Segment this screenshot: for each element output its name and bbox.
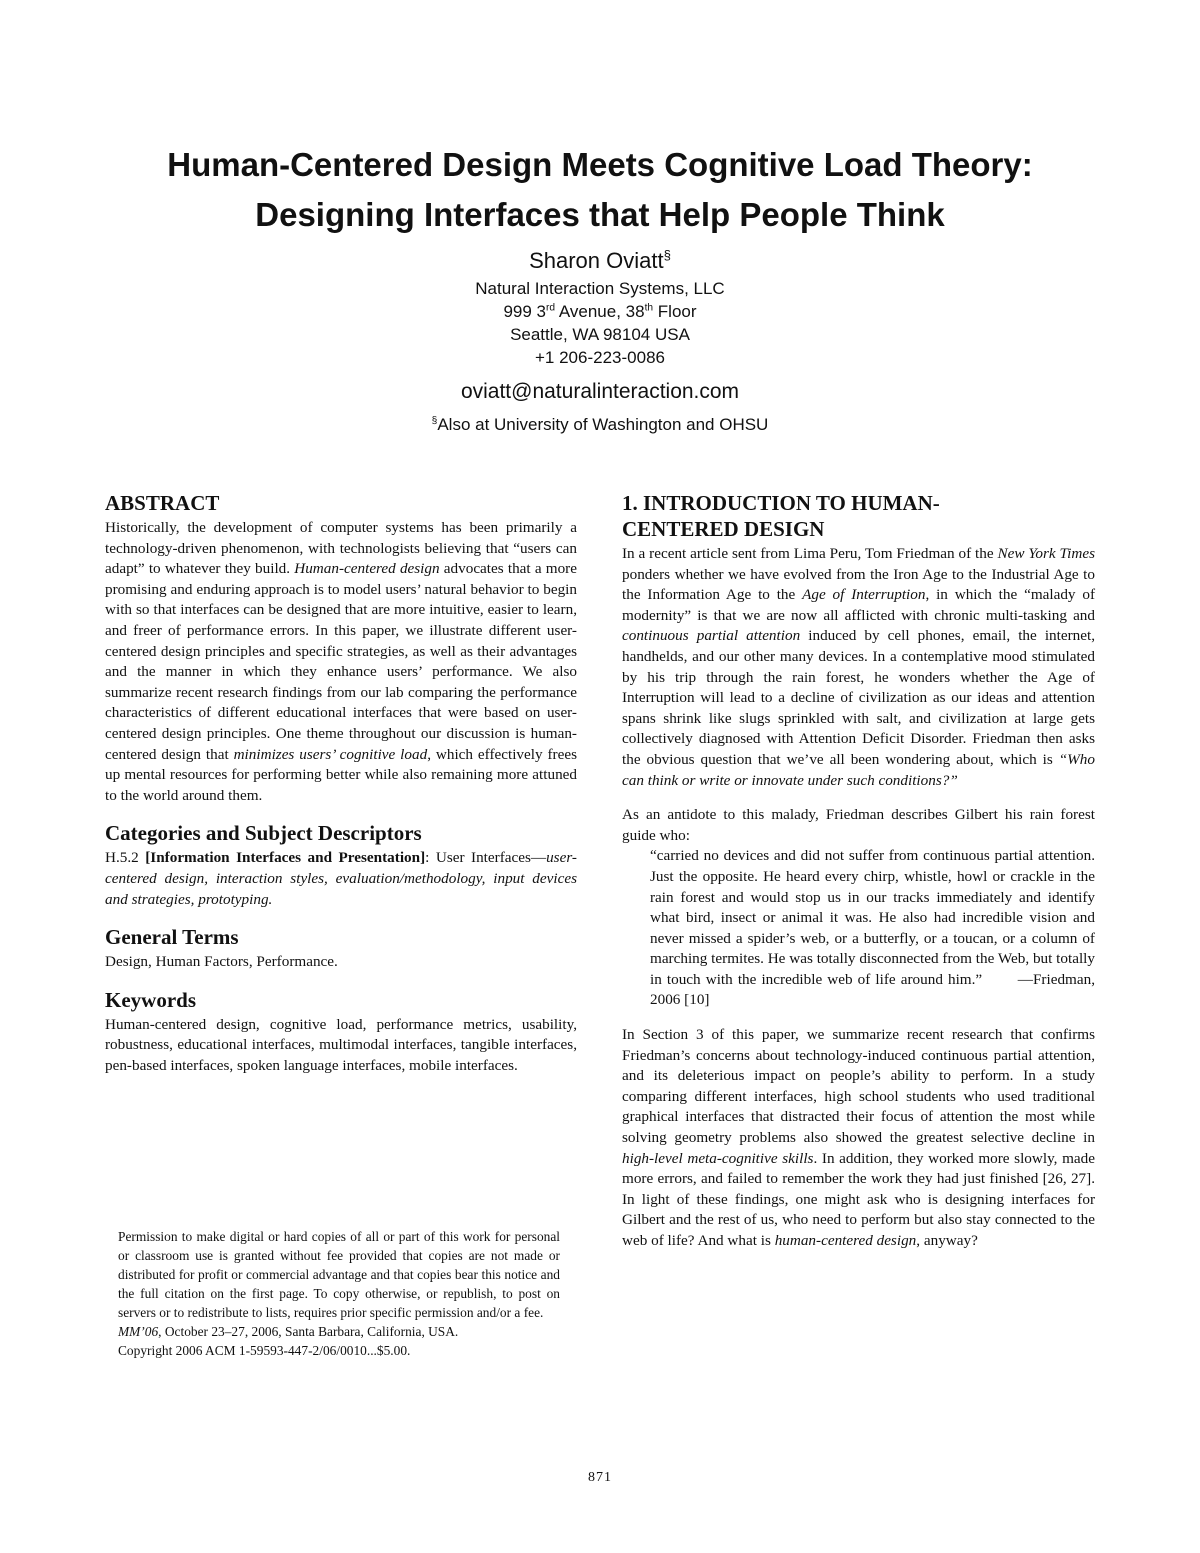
- page-number: 871: [588, 1470, 612, 1485]
- permission-text: Permission to make digital or hard copies of all or part of this work for personal or classroom use is granted without fee provided that copies are not made or distributed for profit or commercial advantage and that copies bear this notice and the full citation on the first page. To copy otherwise, or republish, to post on servers or to redistribute to lists, requires prior specific permission and/or a fee.: [118, 1229, 560, 1320]
- author-email[interactable]: oviatt@naturalinteraction.com: [460, 380, 740, 403]
- author-also-affiliation: §Also at University of Washington and OHSU: [431, 415, 769, 434]
- author-phone: +1 206-223-0086: [535, 348, 665, 367]
- keywords-heading: Keywords: [105, 987, 196, 1012]
- author-city: Seattle, WA 98104 USA: [510, 325, 690, 344]
- author-street-address: 999 3rd Avenue, 38th Floor: [503, 302, 697, 321]
- quote-attribution: —Friedman, 2006 [10]: [650, 970, 1095, 1009]
- categories-text: H.5.2 [Information Interfaces and Presentation]: User Interfaces—user-centered design, interaction styles, evaluation/methodology, input devices and strategies, prototyping.: [105, 849, 577, 908]
- permission-notice: [118, 1227, 560, 1360]
- intro-heading: 1. INTRODUCTION TO HUMAN- CENTERED DESIGN: [622, 491, 940, 541]
- left-column: [105, 490, 577, 1076]
- abstract-text: Historically, the development of computer systems has been primarily a technology-driven phenomenon, with technologists believing that “users can adapt” to whatever they build. Human-centered design advocates that a more promising and enduring approach is to model users’ natural behavior to begin with so that interfaces can be designed that are more intuitive, easier to learn, and freer of performance errors. In this paper, we illustrate different user-centered design principles and specific strategies, as well as their advantages and the manner in which they enhance users’ performance. We also summarize recent research findings from our lab comparing the performance characteristics of different educational interfaces that were based on user-centered design principles. One theme throughout our discussion is human-centered design that minimizes users’ cognitive load, which effectively frees up mental resources for performing better while also remaining more attuned to the world around them.: [105, 519, 577, 804]
- copyright-line: Copyright 2006 ACM 1-59593-447-2/06/0010...$5.00.: [118, 1343, 411, 1358]
- title-line-1: Human-Centered Design Meets Cognitive Load Theory:: [167, 146, 1033, 183]
- paper-title: [60, 140, 1140, 240]
- right-column: [622, 490, 1095, 1252]
- title-line-2: Designing Interfaces that Help People Think: [255, 196, 945, 233]
- abstract-heading: ABSTRACT: [105, 491, 220, 515]
- author-name: Sharon Oviatt§: [529, 247, 671, 273]
- general-terms-heading: General Terms: [105, 925, 239, 950]
- keywords-text: Human-centered design, cognitive load, performance metrics, usability, robustness, educational interfaces, multimodal interfaces, tangible interfaces, pen-based interfaces, spoken language interfaces, mobile interfaces.: [105, 1015, 577, 1074]
- intro-paragraph-1: In a recent article sent from Lima Peru, Tom Friedman of the New York Times ponders whether we have evolved from the Iron Age to the Industrial Age to the Information Age to the Age of Interruption, in which the “malady of modernity” is that we are now all afflicted with chronic multi-tasking and continuous partial attention induced by cell phones, email, the internet, handhelds, and our other many devices. In a contemplative mood stimulated by his trip through the rain forest, he wonders whether the Age of Interruption will lead to a decline of civilization as our ideas and attention spans shrink like slugs sprinkled with salt, and civilization at large gets collectively diagnosed with Attention Deficit Disorder. Friedman then asks the obvious question that we’ve all been wondering about, which is “Who can think or write or innovate under such conditions?”: [622, 545, 1096, 789]
- categories-heading: Categories and Subject Descriptors: [105, 821, 422, 846]
- author-block: [200, 245, 1000, 437]
- author-organization: Natural Interaction Systems, LLC: [475, 279, 725, 298]
- friedman-quote: “carried no devices and did not suffer from continuous partial attention. Just the opposite. He heard every chirp, whistle, howl or crackle in the rain forest and would stop us in our tracks immediately and identify what bird, insect or animal it was. He also had incredible vision and never missed a spider’s web, or a butterfly, or a toucan, or a column of marching termites. He was totally disconnected from the Web, but totally in touch with the incredible web of life around him.” —Friedman, 2006 [10]: [650, 847, 1095, 1009]
- venue-line: MM’06, October 23–27, 2006, Santa Barbara, California, USA.: [118, 1324, 459, 1339]
- intro-paragraph-2: As an antidote to this malady, Friedman describes Gilbert his rain forest guide who:: [622, 806, 1095, 844]
- intro-paragraph-3: In Section 3 of this paper, we summarize recent research that confirms Friedman’s concerns about technology-induced continuous partial attention, and its deleterious impact on people’s ability to perform. In a study comparing different interfaces, high school students who used traditional graphical interfaces that distracted their focus of attention the most while solving geometry problems also showed the greatest selective decline in high-level meta-cognitive skills. In addition, they worked more slowly, made more errors, and failed to remember the work they had just finished [26, 27]. In light of these findings, one might ask who is designing interfaces for Gilbert and the rest of us, who need to perform but also stay connected to the web of life? And what is human-centered design, anyway?: [622, 1026, 1096, 1249]
- general-terms-text: Design, Human Factors, Performance.: [105, 953, 338, 971]
